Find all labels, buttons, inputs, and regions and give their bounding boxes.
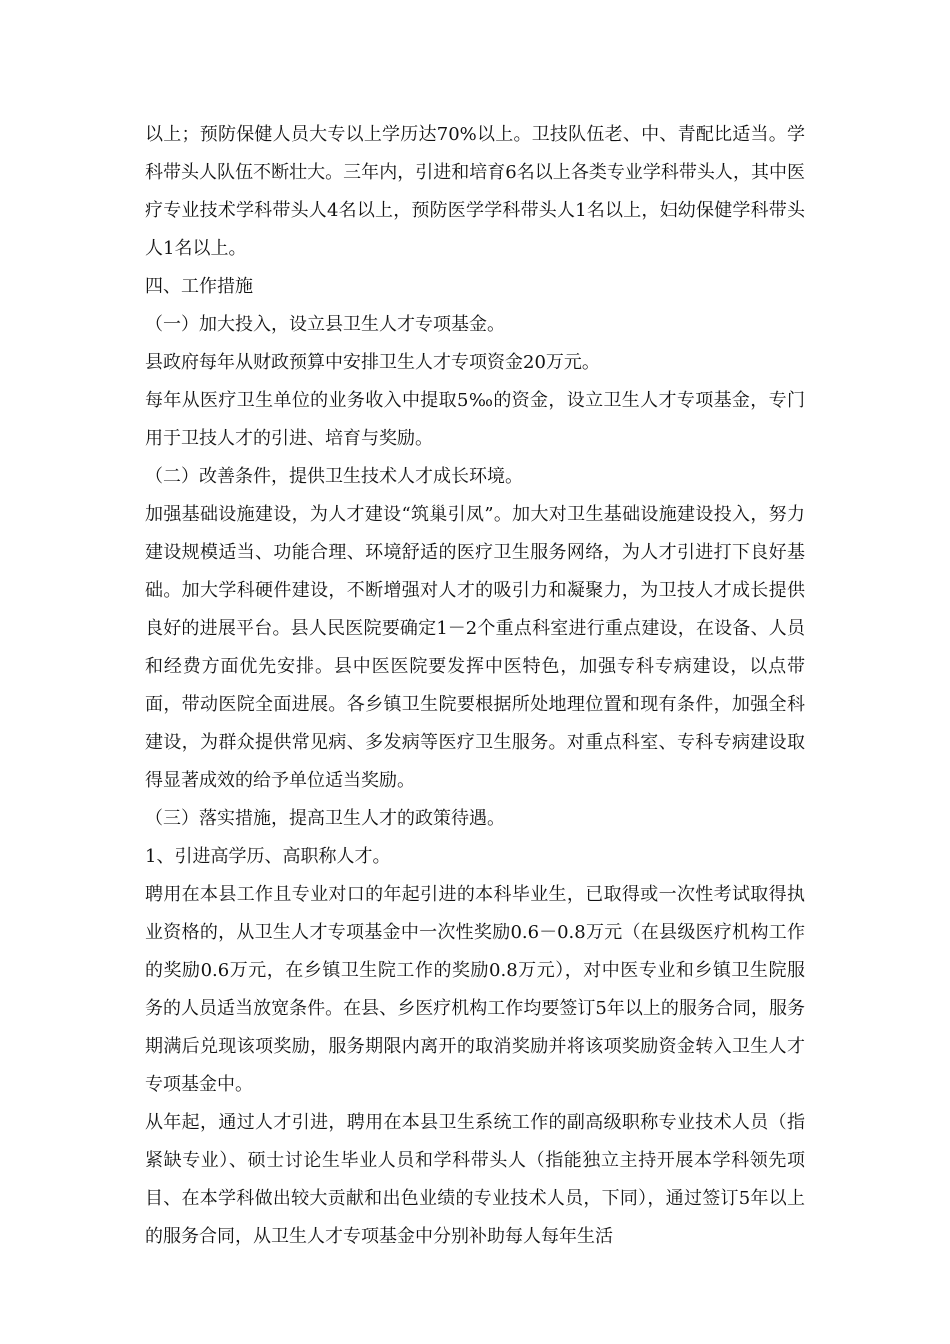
subsection-heading-3: （三）落实措施，提高卫生人才的政策待遇。 [145, 808, 505, 829]
document-page [145, 116, 805, 1256]
paragraph-education-goals: 以上；预防保健人员大专以上学历达70%以上。卫技队伍老、中、青配比适当。学科带头人队伍不断壮大。三年内，引进和培育6名以上各类专业学科带头人，其中医疗专业技术学科带头人4名以上，预防医学学科带头人1名以上，妇幼保健学科带头人1名以上。 [145, 124, 805, 259]
paragraph-senior-talent: 从年起，通过人才引进，聘用在本县卫生系统工作的副高级职称专业技术人员（指紧缺专业）、硕士讨论生毕业人员和学科带头人（指能独立主持开展本学科领先项目、在本学科做出较大贡献和出色业绩的专业技术人员，下同），通过签订5年以上的服务合同，从卫生人才专项基金中分别补助每人每年生活 [145, 1112, 805, 1247]
paragraph-fund-source: 每年从医疗卫生单位的业务收入中提取5‰的资金，设立卫生人才专项基金，专门用于卫技人才的引进、培育与奖励。 [145, 390, 805, 449]
paragraph-graduate-reward: 聘用在本县工作且专业对口的年起引进的本科毕业生，已取得或一次性考试取得执业资格的，从卫生人才专项基金中一次性奖励0.6－0.8万元（在县级医疗机构工作的奖励0.6万元，在乡镇卫生院工作的奖励0.8万元），对中医专业和乡镇卫生院服务的人员适当放宽条件。在县、乡医疗机构工作均要签订5年以上的服务合同，服务期满后兑现该项奖励，服务期限内离开的取消奖励并将该项奖励资金转入卫生人才专项基金中。 [145, 884, 805, 1095]
subsection-heading-1: （一）加大投入，设立县卫生人才专项基金。 [145, 314, 505, 335]
paragraph-funding: 县政府每年从财政预算中安排卫生人才专项资金20万元。 [145, 352, 600, 373]
subsection-heading-2: （二）改善条件，提供卫生技术人才成长环境。 [145, 466, 523, 487]
paragraph-infrastructure: 加强基础设施建设，为人才建设“筑巢引凤”。加大对卫生基础设施建设投入，努力建设规模适当、功能合理、环境舒适的医疗卫生服务网络，为人才引进打下良好基础。加大学科硬件建设，不断增强对人才的吸引力和凝聚力，为卫技人才成长提供良好的进展平台。县人民医院要确定1－2个重点科室进行重点建设，在设备、人员和经费方面优先安排。县中医医院要发挥中医特色，加强专科专病建设，以点带面，带动医院全面进展。各乡镇卫生院要根据所处地理位置和现有条件，加强全科建设，为群众提供常见病、多发病等医疗卫生服务。对重点科室、专科专病建设取得显著成效的给予单位适当奖励。 [145, 504, 805, 791]
section-heading-measures: 四、工作措施 [145, 276, 253, 297]
item-heading-1: 1、引进高学历、高职称人才。 [145, 846, 391, 867]
